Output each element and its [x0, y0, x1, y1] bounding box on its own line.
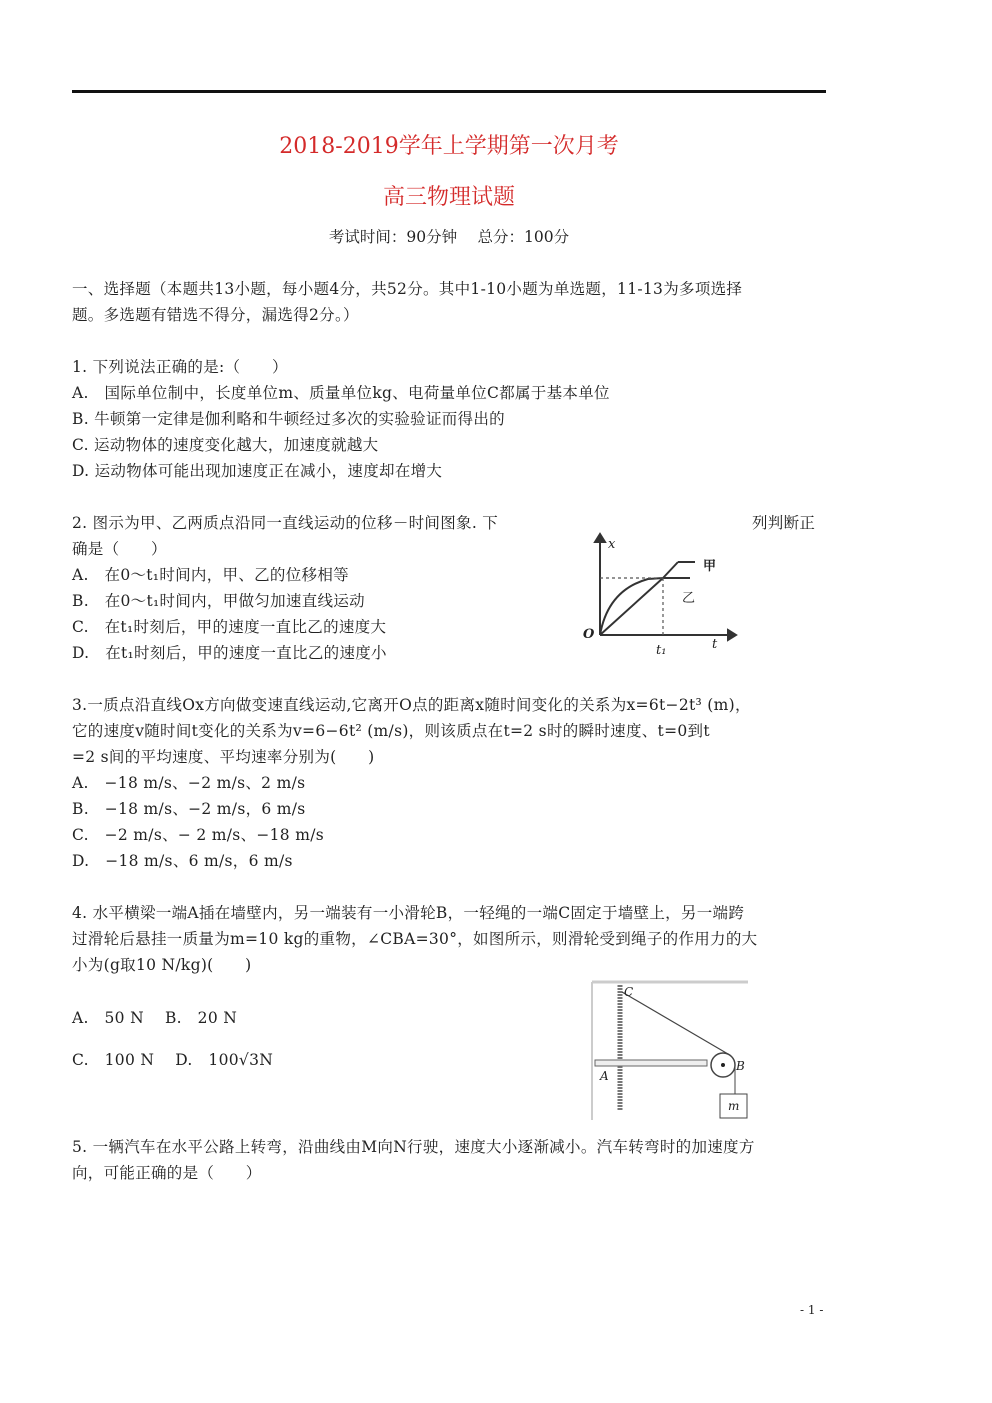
q3-stem: =2 s间的平均速度、平均速率分别为( ) [72, 748, 375, 766]
q2-xt-graph [578, 530, 743, 660]
q3-option-c: C. −2 m/s、− 2 m/s、−18 m/s [72, 826, 324, 844]
q4-options-cd: C. 100 N D. 100√3N [72, 1051, 274, 1069]
section-heading: 题。多选题有错选不得分，漏选得2分。） [72, 306, 359, 324]
header-rule [72, 90, 826, 93]
q1-stem: 1. 下列说法正确的是:（ ） [72, 358, 288, 376]
q5-stem: 向，可能正确的是（ ） [72, 1164, 262, 1182]
c-label: C [624, 985, 634, 999]
q1-option-c: C. 运动物体的速度变化越大，加速度就越大 [72, 436, 379, 454]
q2-option-a: A. 在0～t₁时间内，甲、乙的位移相等 [72, 566, 349, 584]
q3-option-a: A. −18 m/s、−2 m/s、2 m/s [72, 774, 306, 792]
m-label: m [728, 1099, 740, 1113]
q4-options-ab: A. 50 N B. 20 N [72, 1009, 238, 1027]
q2-stem: 确是（ ） [72, 540, 167, 558]
q4-stem: 4. 水平横梁一端A插在墙壁内，另一端装有一小滑轮B，一轻绳的一端C固定于墙壁上，另一端跨 [72, 904, 745, 922]
t1-label: t₁ [656, 643, 667, 658]
q4-pulley-figure [590, 980, 750, 1122]
q3-option-d: D. −18 m/s、6 m/s，6 m/s [72, 852, 293, 870]
q1-option-a: A. 国际单位制中，长度单位m、质量单位kg、电荷量单位C都属于基本单位 [72, 384, 610, 402]
q2-option-d: D. 在t₁时刻后，甲的速度一直比乙的速度小 [72, 644, 387, 662]
q4-stem: 过滑轮后悬挂一质量为m=10 kg的重物，∠CBA=30°，如图所示，则滑轮受到绳子的作用力的大 [72, 930, 758, 948]
page-number: - 1 - [800, 1303, 824, 1317]
q1-option-b: B. 牛顿第一定律是伽利略和牛顿经过多次的实验验证而得出的 [72, 410, 505, 428]
q1-option-d: D. 运动物体可能出现加速度正在减小，速度却在增大 [72, 462, 443, 480]
q5-stem: 5. 一辆汽车在水平公路上转弯，沿曲线由M向N行驶，速度大小逐渐减小。汽车转弯时的加速度方 [72, 1138, 755, 1156]
section-heading: 一、选择题（本题共13小题，每小题4分，共52分。其中1-10小题为单选题，11-13为多项选择 [72, 280, 743, 298]
q3-stem: 它的速度v随时间t变化的关系为v=6−6t² (m/s)，则该质点在t=2 s时的瞬时速度、t=0到t [72, 722, 710, 740]
exam-title: 2018-2019学年上学期第一次月考 [279, 134, 619, 159]
x-axis-label: x [608, 537, 616, 552]
exam-subtitle: 高三物理试题 [382, 185, 515, 210]
q3-stem: 3.一质点沿直线Ox方向做变速直线运动,它离开O点的距离x随时间变化的关系为x=6t−2t³ (m)， [72, 696, 751, 714]
q3-option-b: B. −18 m/s、−2 m/s，6 m/s [72, 800, 306, 818]
origin-label: O [583, 627, 595, 642]
t-axis-label: t [712, 637, 718, 652]
exam-info: 考试时间：90分钟 总分：100分 [328, 228, 570, 246]
q2-stem-tail: 列判断正 [752, 514, 816, 532]
q2-option-b: B. 在0～t₁时间内，甲做匀加速直线运动 [72, 592, 365, 610]
yi-label: 乙 [682, 591, 696, 606]
a-label: A [600, 1069, 609, 1083]
q2-stem: 2. 图示为甲、乙两质点沿同一直线运动的位移－时间图象. 下 [72, 514, 499, 532]
b-label: B [736, 1059, 745, 1073]
q2-option-c: C. 在t₁时刻后，甲的速度一直比乙的速度大 [72, 618, 387, 636]
q4-stem: 小为(g取10 N/kg)( ) [72, 956, 252, 974]
jia-label: 甲 [703, 559, 717, 574]
